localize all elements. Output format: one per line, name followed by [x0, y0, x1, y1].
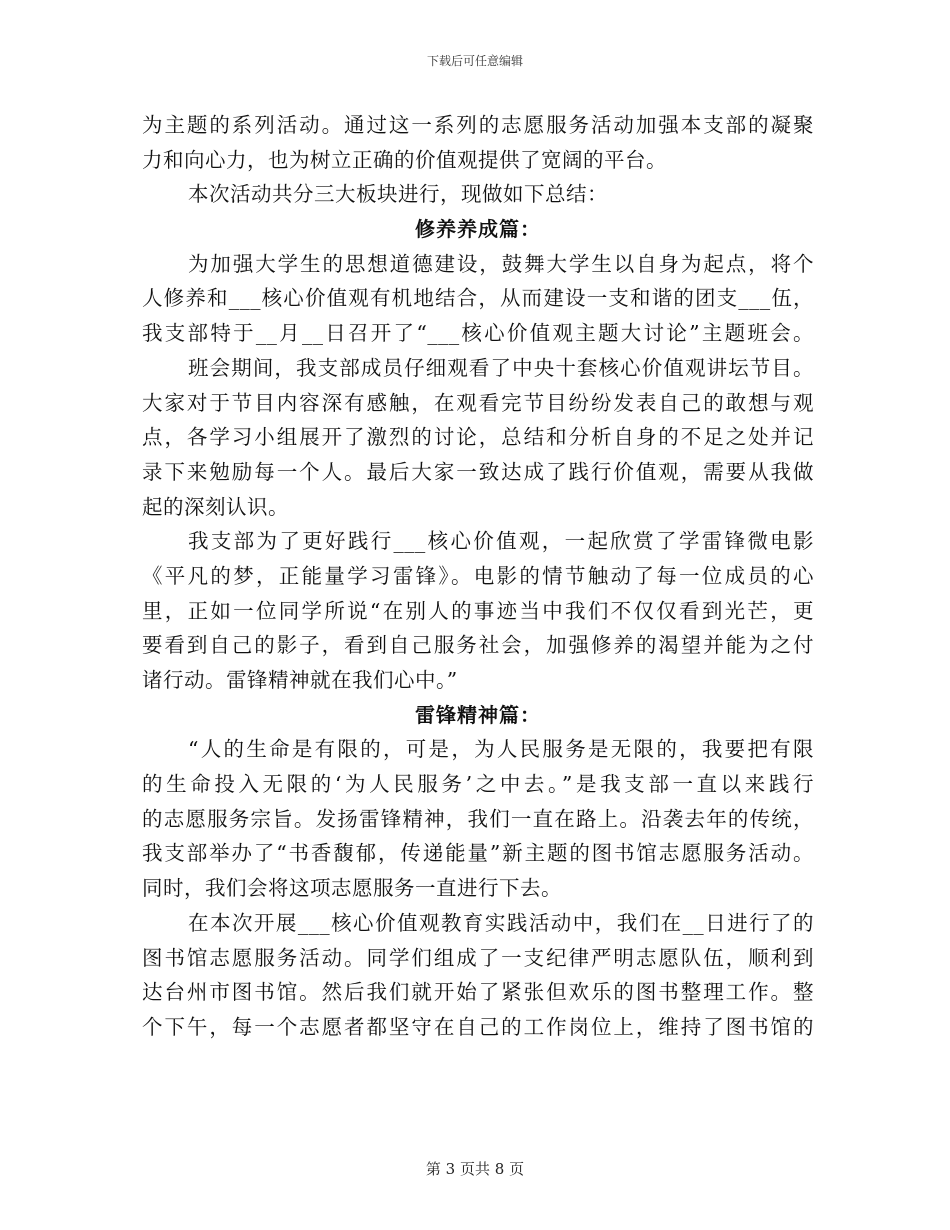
paragraph-line: 同时，我们会将这项志愿服务一直进行下去。 [142, 876, 562, 901]
paragraph-line: “人的生命是有限的，可是，为人民服务是无限的，我要把有限 [188, 737, 814, 762]
document-body [142, 108, 814, 1045]
paragraph-line: 个下午，每一个志愿者都坚守在自己的工作岗位上，维持了图书馆的 [142, 1014, 814, 1039]
paragraph-line: 我支部举办了“书香馥郁，传递能量”新主题的图书馆志愿服务活动。 [142, 841, 814, 866]
paragraph-line: 录下来勉励每一个人。最后大家一致达成了践行价值观，需要从我做 [142, 459, 814, 484]
paragraph-line: 《平凡的梦，正能量学习雷锋》。电影的情节触动了每一位成员的心 [142, 563, 814, 588]
paragraph-line: 我支部为了更好践行___核心价值观，一起欣赏了学雷锋微电影 [188, 529, 814, 554]
paragraph-line: 的志愿服务宗旨。发扬雷锋精神，我们一直在路上。沿袭去年的传统， [142, 806, 814, 831]
paragraph-line: 人修养和___核心价值观有机地结合，从而建设一支和谐的团支___伍， [142, 286, 814, 311]
paragraph-line: 里，正如一位同学所说“在别人的事迹当中我们不仅仅看到光芒，更 [142, 598, 814, 623]
paragraph-line: 的生命投入无限的‘为人民服务’之中去。”是我支部一直以来践行 [142, 772, 814, 797]
paragraph-line: 大家对于节目内容深有感触，在观看完节目纷纷发表自己的敢想与观 [142, 390, 814, 415]
paragraph-line: 力和向心力，也为树立正确的价值观提供了宽阔的平台。 [142, 147, 667, 172]
paragraph-line: 起的深刻认识。 [142, 494, 289, 519]
page-footer: 第 3 页共 8 页 [425, 1160, 525, 1178]
paragraph-line: 点，各学习小组展开了激烈的讨论，总结和分析自身的不足之处并记 [142, 425, 814, 450]
paragraph-line: 为主题的系列活动。通过这一系列的志愿服务活动加强本支部的凝聚 [142, 113, 814, 137]
paragraph-line: 图书馆志愿服务活动。同学们组成了一支纪律严明志愿队伍，顺利到 [142, 945, 814, 970]
paragraph-line: 要看到自己的影子，看到自己服务社会，加强修养的渴望并能为之付 [142, 633, 814, 658]
section-heading: 雷锋精神篇： [415, 702, 541, 727]
paragraph-line: 诸行动。雷锋精神就在我们心中。” [142, 668, 458, 692]
paragraph-line: 达台州市图书馆。然后我们就开始了紧张但欢乐的图书整理工作。整 [142, 980, 814, 1005]
paragraph-line: 我支部特于__月__日召开了“___核心价值观主题大讨论”主题班会。 [142, 321, 814, 346]
section-heading: 修养养成篇： [415, 217, 541, 242]
paragraph-line: 为加强大学生的思想道德建设，鼓舞大学生以自身为起点，将个 [188, 251, 814, 276]
paragraph-line: 班会期间，我支部成员仔细观看了中央十套核心价值观讲坛节目。 [188, 355, 814, 380]
paragraph-line: 在本次开展___核心价值观教育实践活动中，我们在__日进行了的 [188, 910, 814, 935]
page-header: 下载后可任意编辑 [426, 54, 523, 68]
paragraph-line: 本次活动共分三大板块进行，现做如下总结： [188, 182, 608, 207]
